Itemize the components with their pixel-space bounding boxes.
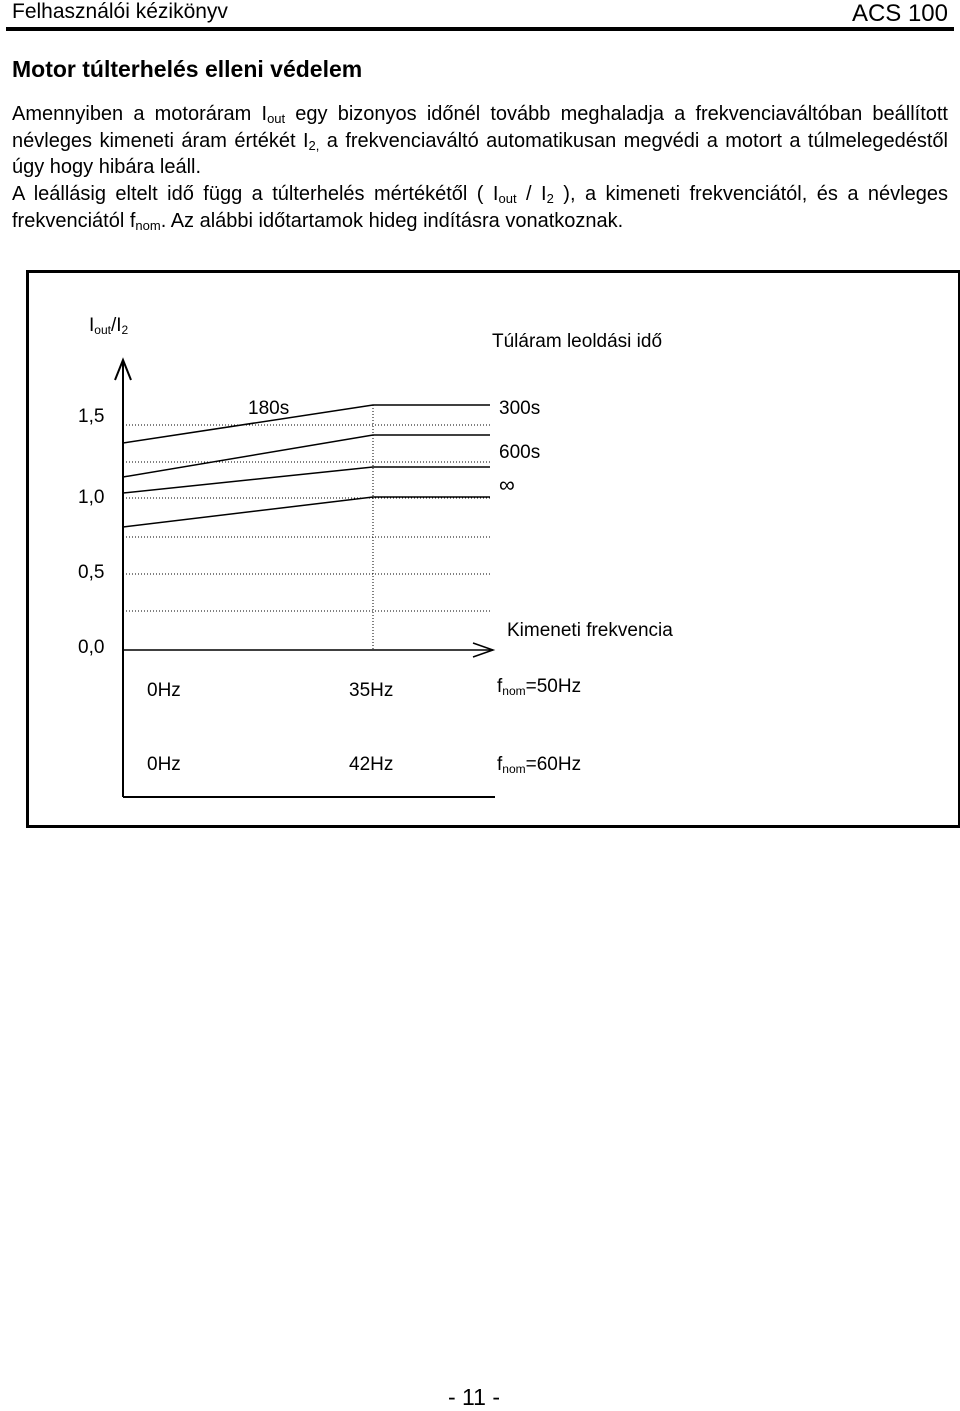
row60-value: =60Hz: [525, 754, 582, 775]
paragraph-2-text-c: ), a kimeneti frekvenciától, és a névleges frekvenciától f: [12, 183, 948, 232]
paragraph-2-sub-b: 2: [546, 191, 554, 206]
y-axis-label-sub-2: 2: [121, 323, 129, 337]
y-axis-label-main: I: [89, 315, 95, 336]
y-tick-0-5: 0,5: [78, 562, 105, 583]
row50-sub-nom: nom: [502, 684, 526, 698]
paragraph-2-sub-a: out: [498, 191, 517, 206]
paragraph-1-sub-b: 2,: [308, 137, 320, 153]
x-axis-label: Kimeneti frekvencia: [507, 620, 673, 641]
row60-sub-nom: nom: [502, 762, 526, 776]
paragraph-2-text-d: . Az alábbi időtartamok hideg indításra vonatkoznak.: [160, 209, 624, 232]
paragraph-2-text-b: / I: [516, 183, 547, 205]
y-axis-label-mid: /I: [110, 315, 122, 336]
y-tick-1-0: 1,0: [78, 487, 105, 508]
curve-infinite: [123, 497, 490, 527]
paragraph-1-text-b: egy bizonyos időnél tovább meghaladja a frekvenciaváltóban beállított névleges kimeneti áram értékét I: [12, 103, 948, 152]
time-label-600s: 600s: [499, 442, 541, 463]
row60-start-frequency: 0Hz: [147, 754, 181, 775]
manual-title: Felhasználói kézikönyv: [12, 0, 228, 23]
paragraph-1-sub-a: out: [267, 111, 286, 126]
time-label-infinite: ∞: [499, 472, 515, 497]
row60-f: f: [497, 754, 503, 775]
row50-start-frequency: 0Hz: [147, 680, 181, 701]
curve-600s: [123, 467, 490, 493]
y-tick-0-0: 0,0: [78, 637, 105, 658]
section-title: Motor túlterhelés elleni védelem: [12, 56, 363, 82]
curve-180s: [123, 405, 490, 443]
row50-nominal-frequency: [497, 676, 581, 698]
paragraph-1-text-c: a frekvenciaváltó automatikusan megvédi a motort a túlmelegedéstől úgy hogy hibára leáll.: [12, 129, 948, 178]
row50-f: f: [497, 676, 503, 697]
y-axis-label-sub-out: out: [94, 323, 111, 337]
product-name: ACS 100: [851, 0, 948, 27]
curve-300s: [123, 435, 490, 477]
y-tick-1-5: 1,5: [78, 406, 105, 427]
paragraph-1-text-a: Amennyiben a motoráram I: [12, 103, 268, 125]
trip-time-title: Túláram leoldási idő: [492, 331, 663, 352]
paragraph-2-sub-c: nom: [135, 217, 161, 233]
time-label-180s: 180s: [248, 398, 290, 419]
row50-value: =50Hz: [525, 676, 582, 697]
row50-break-frequency: 35Hz: [349, 680, 394, 701]
row60-break-frequency: 42Hz: [349, 754, 394, 775]
row60-nominal-frequency: [497, 754, 581, 776]
time-label-300s: 300s: [499, 398, 541, 419]
y-axis-label: [89, 315, 128, 337]
paragraph-2-text-a: A leállásig eltelt idő függ a túlterhelés mértékétől ( I: [12, 183, 499, 205]
page-number: - 11 -: [448, 1384, 500, 1410]
